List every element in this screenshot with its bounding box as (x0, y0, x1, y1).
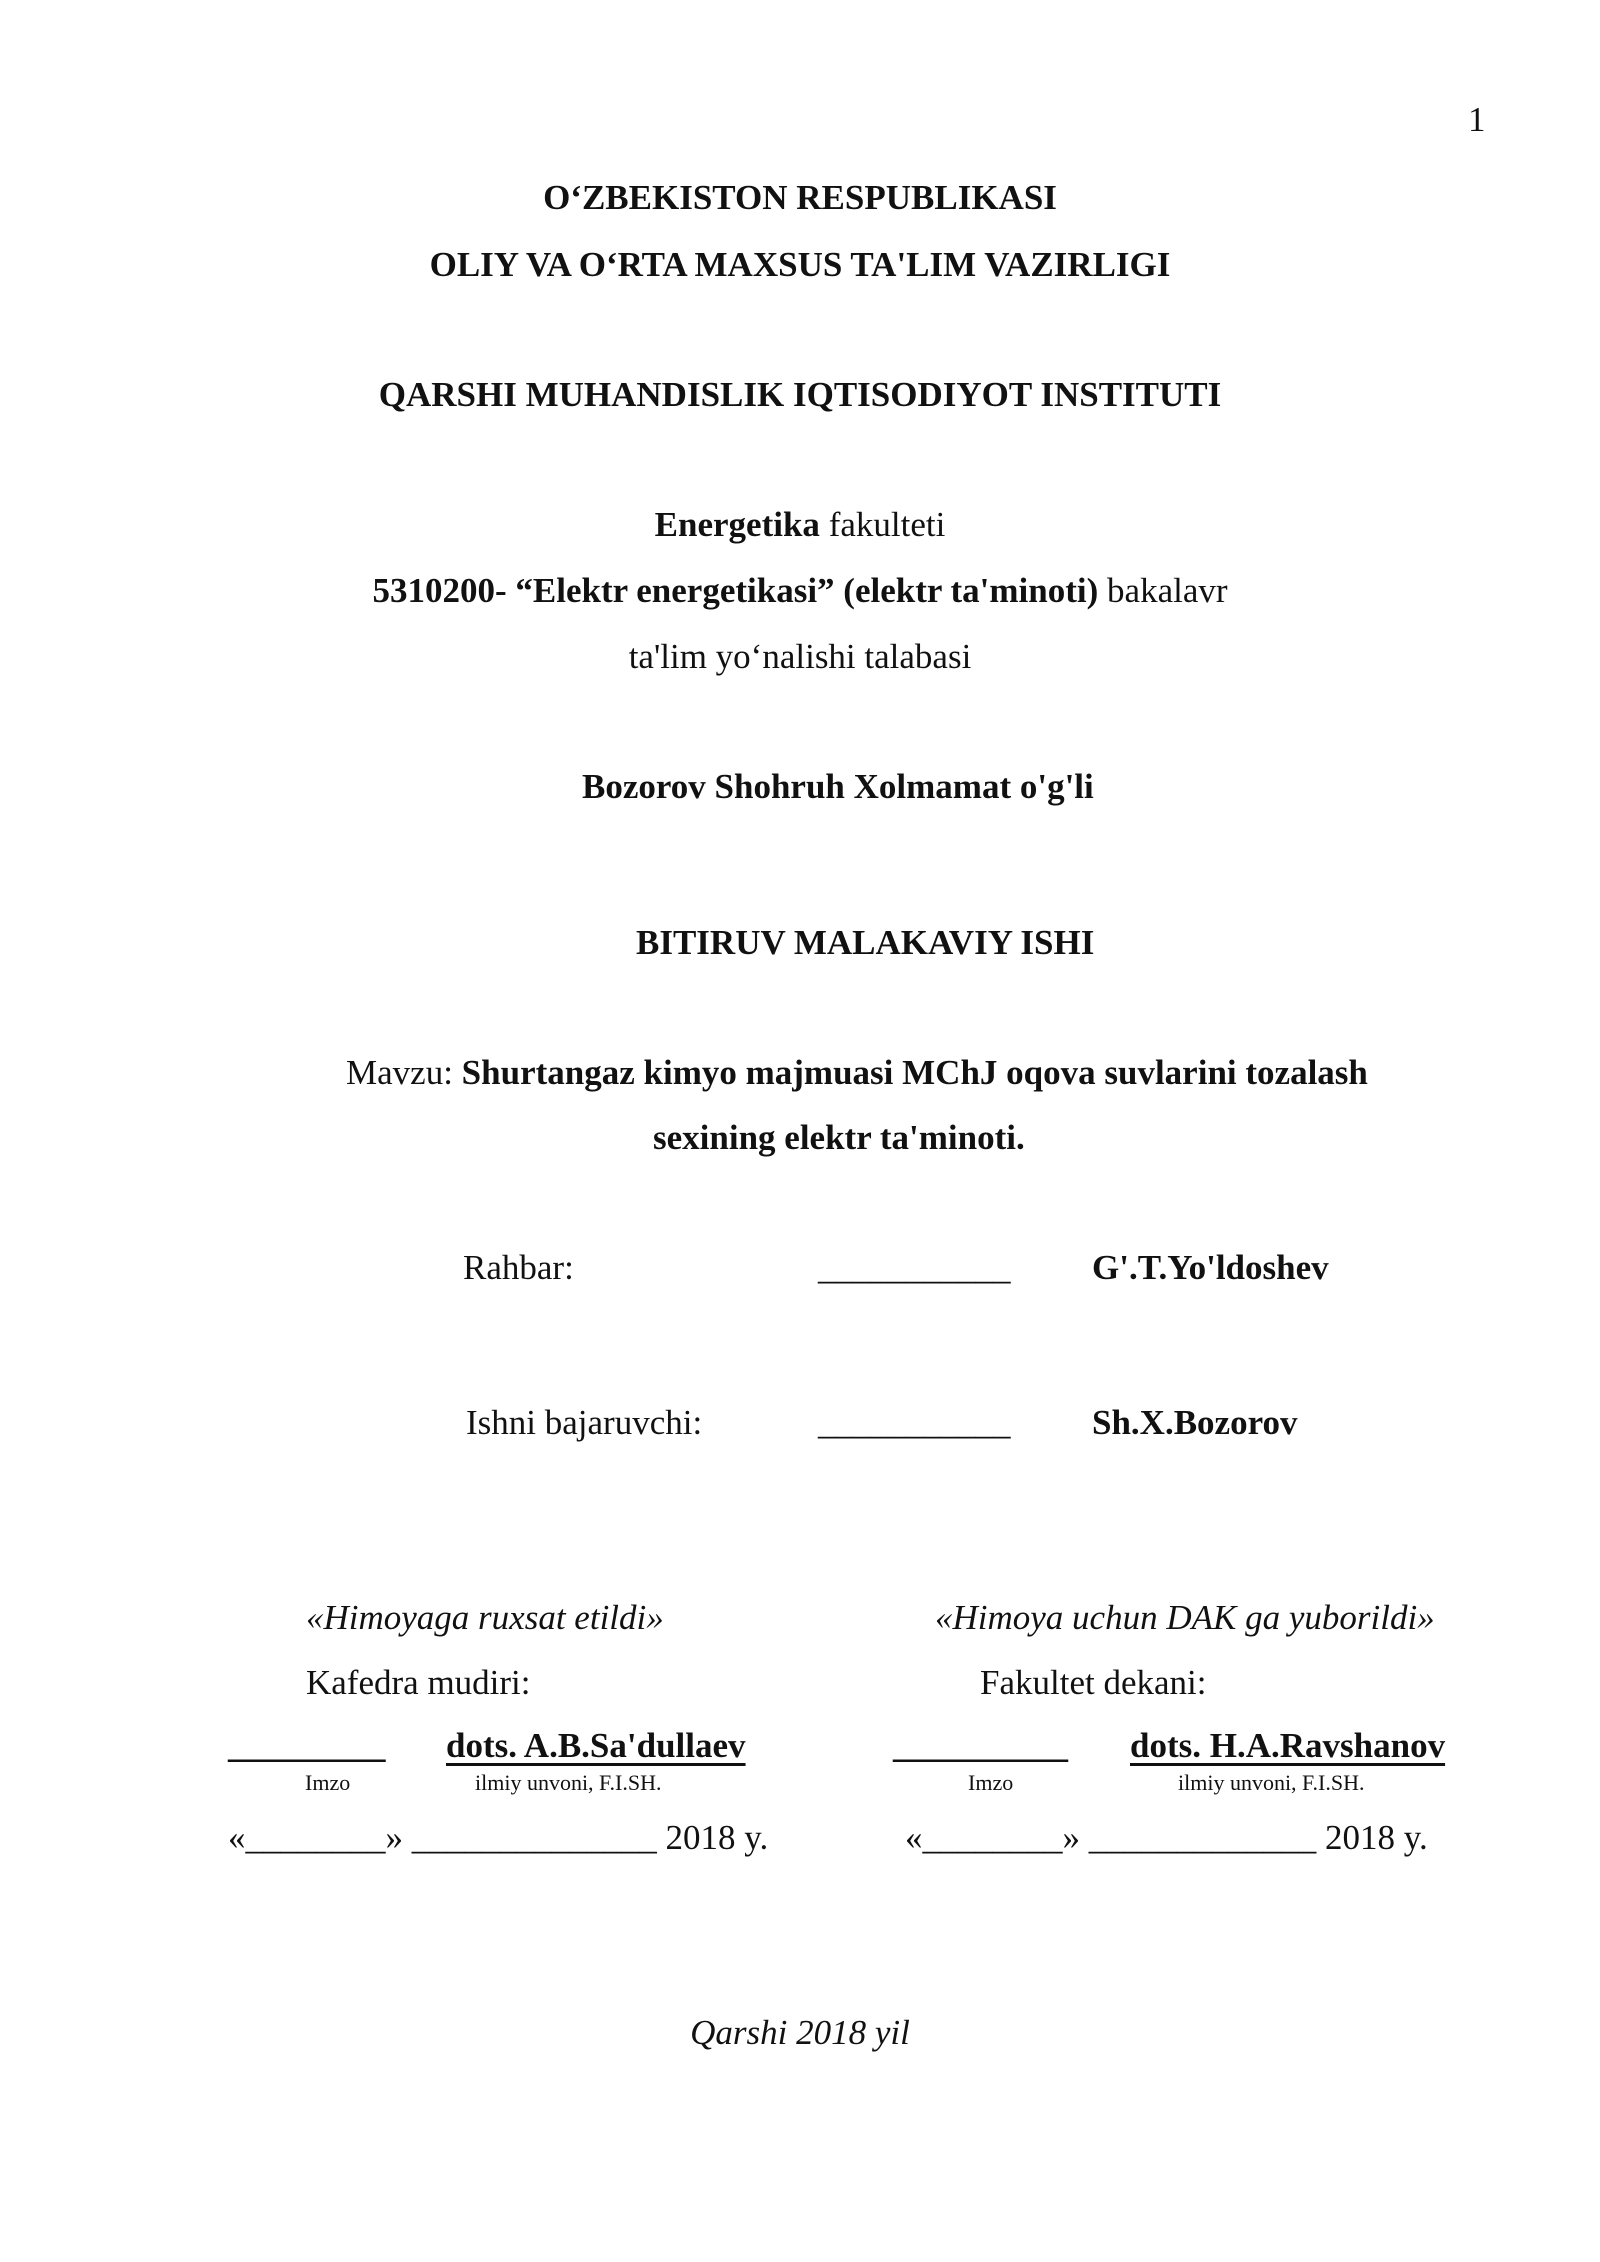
program-code: 5310200- “Elektr energetikasi” (elektr ta'minoti) (372, 571, 1099, 610)
supervisor-role: Rahbar: (463, 1248, 574, 1287)
approval-left-name: dots. A.B.Sa'dullaev (446, 1726, 746, 1765)
executor-signature-blank: ___________ (818, 1403, 1011, 1442)
supervisor-name: G'.T.Yo'ldoshev (1092, 1248, 1329, 1287)
supervisor-signature-blank: ___________ (818, 1248, 1011, 1287)
approval-left-position: Kafedra mudiri: (306, 1663, 531, 1702)
approval-left-date: «________» ______________ 2018 y. (228, 1818, 769, 1857)
approval-right-name: dots. H.A.Ravshanov (1130, 1726, 1446, 1765)
approval-left-caption-name: ilmiy unvoni, F.I.SH. (475, 1770, 662, 1795)
approval-right-signature-blank: __________ (893, 1726, 1068, 1765)
student-name: Bozorov Shohruh Xolmamat o'g'li (582, 767, 1094, 806)
approval-left-heading: «Himoyaga ruxsat etildi» (306, 1598, 664, 1637)
republic-heading: O‘ZBEKISTON RESPUBLIKASI (543, 178, 1057, 217)
approval-right-caption-sign: Imzo (968, 1770, 1014, 1795)
topic-label: Mavzu: (346, 1053, 462, 1092)
program-line (0, 573, 1600, 608)
approval-right-heading: «Himoya uchun DAK ga yuborildi» (935, 1598, 1435, 1637)
work-title: BITIRUV MALAKAVIY ISHI (636, 923, 1095, 962)
faculty-suffix: fakulteti (819, 505, 946, 544)
footer-place-year: Qarshi 2018 yil (690, 2013, 910, 2052)
executor-name: Sh.X.Bozorov (1092, 1403, 1298, 1442)
topic-line-1 (346, 1055, 1368, 1090)
topic-text-1: Shurtangaz kimyo majmuasi MChJ oqova suvlarini tozalash (461, 1053, 1368, 1092)
approval-left-signature-blank: _________ (228, 1726, 386, 1765)
approval-right-date: «________» _____________ 2018 y. (905, 1818, 1428, 1857)
topic-line-2: sexining elektr ta'minoti. (653, 1118, 1025, 1157)
page-number: 1 (1468, 100, 1486, 139)
approval-right-caption-name: ilmiy unvoni, F.I.SH. (1178, 1770, 1365, 1795)
program-line-2: ta'lim yo‘nalishi talabasi (628, 637, 972, 676)
executor-role: Ishni bajaruvchi: (466, 1403, 703, 1442)
faculty-line (0, 507, 1600, 542)
approval-right-position: Fakultet dekani: (980, 1663, 1207, 1702)
program-suffix: bakalavr (1098, 571, 1228, 610)
faculty-name: Energetika (654, 505, 820, 544)
ministry-heading: OLIY VA O‘RTA MAXSUS TA'LIM VAZIRLIGI (429, 245, 1171, 284)
institute-heading: QARSHI MUHANDISLIK IQTISODIYOT INSTITUTI (378, 375, 1222, 414)
approval-left-caption-sign: Imzo (305, 1770, 351, 1795)
